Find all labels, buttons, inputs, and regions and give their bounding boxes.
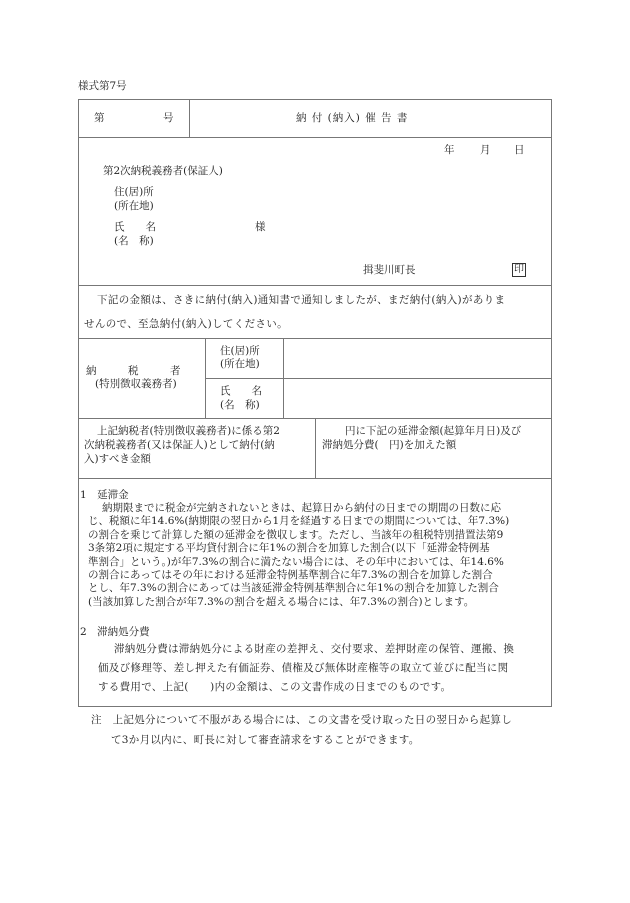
section-1-line: 3条第2項に規定する平均貸付割合に年1%の割合を加算した割合(以下「延滞金特例基	[88, 542, 490, 555]
section-2-line: する費用で、上記( )内の金額は、この文書作成の日までのものです。	[98, 681, 452, 693]
amount-desc-line-1: 上記納税者(特別徴収義務者)に係る第2	[97, 425, 280, 437]
notice-line-1: 下記の金額は、さきに納付(納入)通知書で通知しましたが、まだ納付(納入)がありま	[97, 294, 506, 306]
taxpayer-label-sub: (特別徴収義務者)	[95, 378, 177, 390]
section-2-line: 滞納処分費は滞納処分による財産の差押え、交付要求、差押財産の保管、運搬、換	[114, 643, 515, 655]
amount-desc-line-2: 次納税義務者(又は保証人)として納付(納	[84, 439, 275, 451]
amount-desc-line-3: 入)すべき金額	[84, 453, 151, 465]
seal-mark: 印	[514, 264, 524, 275]
address-label-sub: (所在地)	[114, 200, 154, 212]
taxpayer-address-label-sub: (所在地)	[220, 358, 260, 370]
divider	[205, 338, 206, 418]
taxpayer-label: 納 税 者	[86, 365, 181, 377]
taxpayer-name-label-sub: (名 称)	[220, 399, 260, 411]
section-1-body	[88, 502, 553, 609]
honorific: 様	[255, 221, 266, 233]
section-1-line: 納期限までに税金が完納されないときは、起算日から納付の日までの期間の日数に応	[102, 502, 501, 514]
date-month: 月	[480, 144, 491, 156]
section-1-line: 準割合」という。)が年7.3%の割合に満たない場合には、その年中においては、年14.6%	[88, 555, 504, 568]
date-day: 日	[514, 144, 525, 156]
section-2-line: 価及び修理等、差し押えた有価証券、債権及び無体財産権等の取立て並びに配当に関	[98, 662, 509, 674]
divider	[189, 99, 190, 137]
number-suffix: 号	[163, 112, 174, 124]
footnote-line-1: 注 上記処分について不服がある場合には、この文書を受け取った日の翌日から起算し	[91, 714, 512, 726]
notice-line-2: せんので、至急納付(納入)してください。	[84, 318, 288, 330]
number-prefix: 第	[94, 112, 105, 124]
section-1-line: じ、税額に年14.6%(納期限の翌日から1月を経過する日までの期間については、年7.3%)	[88, 515, 510, 528]
role-label: 第2次納税義務者(保証人)	[103, 165, 223, 177]
taxpayer-name-label: 氏 名	[220, 385, 262, 397]
section-2-heading: 2 滞納処分費	[80, 626, 150, 638]
divider	[78, 285, 552, 286]
divider	[205, 378, 552, 379]
date-year: 年	[444, 144, 455, 156]
section-1-line: (当該加算した割合が年7.3%の割合を超える場合には、年7.3%の割合)とします。	[88, 595, 475, 608]
divider	[283, 338, 284, 418]
name-label: 氏 名	[114, 221, 156, 233]
name-label-sub: (名 称)	[114, 235, 154, 247]
amount-detail-line-2: 滞納処分費( 円)を加えた額	[322, 439, 457, 451]
section-1-heading: 1 延滞金	[80, 489, 129, 501]
section-2-body	[98, 640, 553, 697]
address-label: 住(居)所	[114, 186, 154, 198]
footnote-line-2: て3か月以内に、町長に対して審査請求をすることができます。	[111, 734, 420, 746]
section-1-line: の割合にあってはその年における延滞金特例基準割合に年7.3%の割合を加算した割合	[88, 569, 493, 582]
section-1-line: とし、年7.3%の割合にあっては当該延滞金特例基準割合に年1%の割合を加算した割合	[88, 582, 499, 595]
divider	[78, 478, 552, 479]
document-title: 納 付 (納入) 催 告 書	[296, 112, 409, 124]
divider	[78, 338, 552, 339]
taxpayer-address-label: 住(居)所	[220, 345, 260, 357]
form-number: 様式第7号	[78, 80, 127, 92]
amount-detail-line-1: 円に下記の延滞金額(起算年月日)及び	[345, 425, 522, 437]
issuer: 揖斐川町長	[363, 264, 416, 276]
divider	[315, 418, 316, 478]
divider	[78, 137, 552, 138]
section-1-line: の割合を乗じて計算した額の延滞金を徴収します。ただし、当該年の租税特別措置法第9	[88, 528, 504, 541]
